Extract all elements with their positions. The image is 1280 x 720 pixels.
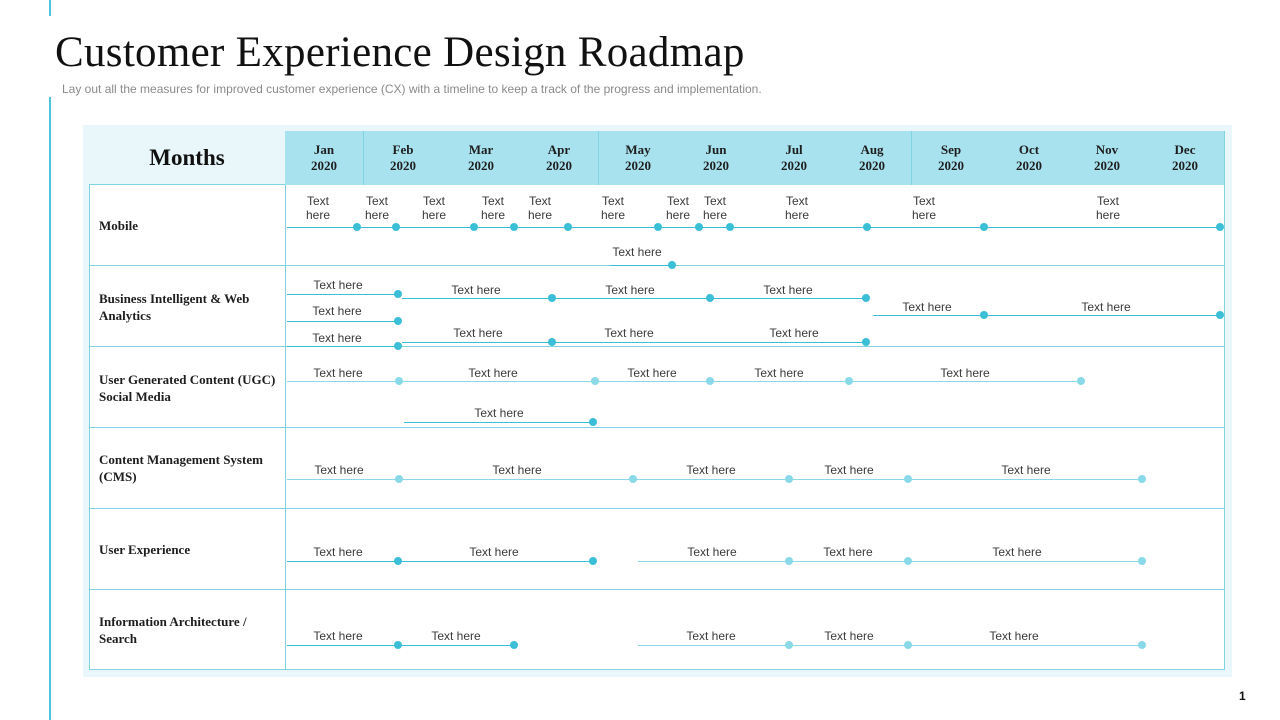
page-subtitle: Lay out all the measures for improved customer experience (CX) with a timeline to keep a track of the progress and implementation. [62, 82, 762, 96]
milestone-label: Text here [469, 545, 519, 559]
milestone-dot [726, 223, 734, 231]
timeline-segment [287, 321, 398, 322]
milestone-dot [589, 557, 597, 565]
page-number: 1 [1239, 689, 1246, 703]
month-header-cell: Jun 2020 [677, 131, 756, 185]
milestone-dot [564, 223, 572, 231]
milestone-label: Text here [305, 194, 331, 222]
milestone-dot [668, 261, 676, 269]
timeline-segment [638, 561, 1142, 562]
milestone-dot [394, 290, 402, 298]
accent-bar-left [49, 97, 51, 720]
milestone-dot [706, 377, 714, 385]
row-label-mobile: Mobile [99, 218, 138, 233]
milestone-label: Text here [468, 366, 518, 380]
page-title: Customer Experience Design Roadmap [55, 29, 745, 76]
row-divider [89, 346, 1225, 347]
milestone-label: Text here [992, 545, 1042, 559]
milestone-dot [548, 338, 556, 346]
milestone-dot [395, 475, 403, 483]
milestone-dot [785, 557, 793, 565]
timeline-segment [402, 342, 866, 343]
timeline-segment [610, 265, 672, 266]
month-header-cell: Feb 2020 [364, 131, 443, 185]
milestone-label: Text here [911, 194, 937, 222]
milestone-dot [510, 641, 518, 649]
milestone-dot [394, 317, 402, 325]
timeline-segment [287, 346, 398, 347]
milestone-label: Text here [313, 629, 363, 643]
milestone-label: Text here [600, 194, 626, 222]
row-label-information-architecture: Information Architecture / Search [99, 614, 247, 646]
milestone-dot [548, 294, 556, 302]
milestone-label: Text here [902, 300, 952, 314]
timeline-segment [402, 298, 866, 299]
milestone-label: Text here [312, 331, 362, 345]
milestone-dot [980, 223, 988, 231]
row-label-user-experience: User Experience [99, 542, 191, 557]
milestone-label: Text here [754, 366, 804, 380]
milestone-label: Text here [313, 366, 363, 380]
month-header-cell: Jul 2020 [755, 131, 834, 185]
milestone-label: Text here [604, 326, 654, 340]
milestone-label: Text here [492, 463, 542, 477]
milestone-label: Text here [763, 283, 813, 297]
milestone-dot [591, 377, 599, 385]
milestone-label: Text here [769, 326, 819, 340]
milestone-dot [1216, 311, 1224, 319]
months-header: Months [89, 131, 286, 185]
milestone-label: Text here [1095, 194, 1121, 222]
milestone-label: Text here [312, 304, 362, 318]
milestone-dot [862, 338, 870, 346]
milestone-dot [629, 475, 637, 483]
milestone-dot [394, 557, 402, 565]
row-divider [89, 508, 1225, 509]
milestone-dot [1138, 641, 1146, 649]
milestone-label: Text here [451, 283, 501, 297]
milestone-label: Text here [474, 406, 524, 420]
milestone-dot [654, 223, 662, 231]
milestone-label: Text here [612, 245, 662, 259]
milestone-dot [470, 223, 478, 231]
milestone-label: Text here [687, 545, 737, 559]
month-header-cell: Oct 2020 [990, 131, 1069, 185]
milestone-dot [395, 377, 403, 385]
timeline-segment [404, 422, 593, 423]
row-divider [89, 589, 1225, 590]
month-header-cell: Apr 2020 [520, 131, 599, 185]
milestone-label: Text here [527, 194, 553, 222]
milestone-dot [706, 294, 714, 302]
accent-bar-top [49, 0, 51, 16]
milestone-label: Text here [824, 629, 874, 643]
milestone-dot [695, 223, 703, 231]
milestone-dot [904, 475, 912, 483]
milestone-dot [1216, 223, 1224, 231]
milestone-dot [392, 223, 400, 231]
milestone-label: Text here [480, 194, 506, 222]
row-label-cms: Content Management System (CMS) [99, 452, 263, 484]
timeline-segment [287, 479, 1142, 480]
timeline-segment [287, 294, 398, 295]
milestone-label: Text here [686, 629, 736, 643]
milestone-label: Text here [823, 545, 873, 559]
row-divider [89, 427, 1225, 428]
milestone-label: Text here [364, 194, 390, 222]
milestone-label: Text here [431, 629, 481, 643]
milestone-label: Text here [784, 194, 810, 222]
milestone-label: Text here [627, 366, 677, 380]
milestone-dot [1138, 557, 1146, 565]
milestone-label: Text here [1081, 300, 1131, 314]
milestone-dot [980, 311, 988, 319]
month-header-cell: Jan 2020 [285, 131, 364, 185]
month-header-cell: Aug 2020 [833, 131, 912, 185]
milestone-dot [1077, 377, 1085, 385]
milestone-label: Text here [313, 278, 363, 292]
milestone-dot [1138, 475, 1146, 483]
milestone-dot [904, 557, 912, 565]
milestone-label: Text here [940, 366, 990, 380]
month-header-cell: Mar 2020 [442, 131, 521, 185]
milestone-dot [353, 223, 361, 231]
milestone-label: Text here [314, 463, 364, 477]
milestone-label: Text here [313, 545, 363, 559]
milestone-dot [785, 641, 793, 649]
milestone-label: Text here [989, 629, 1039, 643]
milestone-label: Text here [665, 194, 691, 222]
milestone-label: Text here [605, 283, 655, 297]
milestone-dot [394, 342, 402, 350]
month-header-cell: Dec 2020 [1146, 131, 1225, 185]
milestone-dot [589, 418, 597, 426]
milestone-dot [863, 223, 871, 231]
milestone-label: Text here [421, 194, 447, 222]
milestone-label: Text here [453, 326, 503, 340]
timeline-segment [287, 227, 1222, 228]
month-header-cell: May 2020 [599, 131, 678, 185]
row-label-business-intelligence: Business Intelligent & Web Analytics [99, 291, 250, 323]
milestone-label: Text here [1001, 463, 1051, 477]
milestone-dot [904, 641, 912, 649]
timeline-segment [287, 561, 593, 562]
milestone-dot [510, 223, 518, 231]
milestone-dot [785, 475, 793, 483]
month-header-cell: Sep 2020 [912, 131, 991, 185]
milestone-dot [862, 294, 870, 302]
timeline-segment [638, 645, 1142, 646]
milestone-label: Text here [702, 194, 728, 222]
milestone-dot [845, 377, 853, 385]
timeline-segment [873, 315, 1220, 316]
month-header-cell: Nov 2020 [1068, 131, 1147, 185]
milestone-label: Text here [686, 463, 736, 477]
row-label-ugc-social-media: User Generated Content (UGC) Social Media [99, 372, 276, 404]
milestone-dot [394, 641, 402, 649]
milestone-label: Text here [824, 463, 874, 477]
timeline-segment [287, 381, 1081, 382]
